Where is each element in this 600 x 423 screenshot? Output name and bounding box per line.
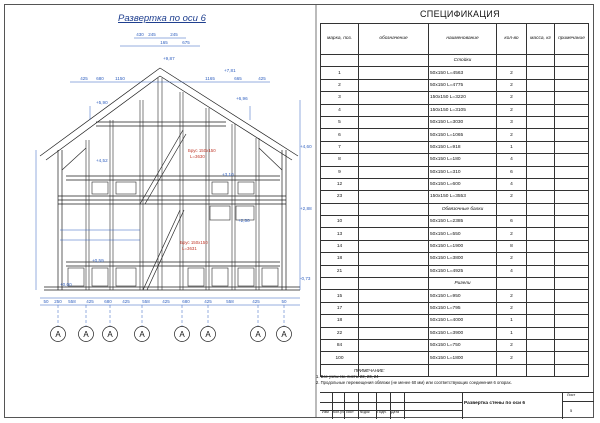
stamp-col xyxy=(376,393,391,419)
spec-cell xyxy=(359,55,429,67)
level-mark: +4,60 xyxy=(300,144,312,149)
axis-label: А xyxy=(281,330,287,339)
name-cell: 50х150 L=3900 xyxy=(429,327,497,339)
mark-cell: 14 xyxy=(321,240,359,252)
mass-cell xyxy=(527,302,555,314)
note-cell xyxy=(555,327,589,339)
dim-text: 425 xyxy=(252,299,260,304)
spec-cell xyxy=(555,55,589,67)
spec-row xyxy=(321,302,589,314)
spec-row xyxy=(321,166,589,178)
spec-cell xyxy=(555,364,589,376)
designation-cell xyxy=(359,216,429,228)
designation-cell xyxy=(359,302,429,314)
mark-cell: 4 xyxy=(321,104,359,116)
beam-notes xyxy=(180,148,216,251)
spec-row xyxy=(321,92,589,104)
axis-label: А xyxy=(55,330,61,339)
name-cell: 50х150 L=4775 xyxy=(429,79,497,91)
qty-cell: 3 xyxy=(497,116,527,128)
spec-section-row xyxy=(321,278,589,290)
axis-label: А xyxy=(255,330,261,339)
title-block xyxy=(320,392,594,419)
mass-cell xyxy=(527,315,555,327)
qty-cell: 2 xyxy=(497,352,527,364)
stamp-label: Дата xyxy=(391,410,399,414)
spec-cell xyxy=(321,203,359,215)
mass-cell xyxy=(527,129,555,141)
spec-cell xyxy=(527,364,555,376)
notes-title: ПРИМЕЧАНИЕ: xyxy=(354,368,385,373)
stamp-label: Подп. xyxy=(377,410,387,414)
dim-text: 665 xyxy=(234,76,242,81)
stamp-col xyxy=(462,393,563,419)
designation-cell xyxy=(359,253,429,265)
dim-text: 425 xyxy=(86,299,94,304)
mark-cell: 100 xyxy=(321,352,359,364)
spec-body xyxy=(321,55,589,377)
name-cell: 50х150 L=750 xyxy=(429,339,497,351)
dim-text: 245 xyxy=(170,32,178,37)
spec-row xyxy=(321,352,589,364)
mass-cell xyxy=(527,327,555,339)
spec-row xyxy=(321,315,589,327)
spec-row xyxy=(321,79,589,91)
designation-cell xyxy=(359,67,429,79)
mark-cell: 10 xyxy=(321,216,359,228)
spec-row xyxy=(321,67,589,79)
qty-cell: 2 xyxy=(497,92,527,104)
spec-cell xyxy=(321,278,359,290)
name-cell: 50х150 L=795 xyxy=(429,302,497,314)
note-cell xyxy=(555,253,589,265)
mark-cell: 18 xyxy=(321,253,359,265)
name-cell: 50х150 L=310 xyxy=(429,166,497,178)
spec-row xyxy=(321,327,589,339)
axis-label: А xyxy=(179,330,185,339)
designation-cell xyxy=(359,191,429,203)
drawing-title: Развертка по оси 6 xyxy=(118,13,206,24)
level-mark: +9,87 xyxy=(163,56,175,61)
beam-note: L=3630 xyxy=(190,154,205,159)
note-cell xyxy=(555,154,589,166)
header-qty: кол-во xyxy=(497,24,527,55)
note-cell xyxy=(555,352,589,364)
designation-cell xyxy=(359,79,429,91)
dim-text: 425 xyxy=(204,299,212,304)
qty-cell: 1 xyxy=(497,327,527,339)
mass-cell xyxy=(527,178,555,190)
dim-text: 425 xyxy=(258,76,266,81)
mass-cell xyxy=(527,141,555,153)
beam-note: Брус 150х150 xyxy=(188,148,216,153)
mass-cell xyxy=(527,116,555,128)
note-cell xyxy=(555,339,589,351)
spec-cell xyxy=(527,55,555,67)
spec-row xyxy=(321,104,589,116)
mark-cell: 21 xyxy=(321,265,359,277)
name-cell: 150х150 L=3553 xyxy=(429,191,497,203)
mass-cell xyxy=(527,104,555,116)
spec-cell xyxy=(527,203,555,215)
spec-row xyxy=(321,265,589,277)
spec-row xyxy=(321,290,589,302)
level-mark: +3,10 xyxy=(222,172,234,177)
name-cell: 50х150 L=1900 xyxy=(429,240,497,252)
mark-cell: 1 xyxy=(321,67,359,79)
mass-cell xyxy=(527,92,555,104)
notes-block xyxy=(316,368,512,386)
dim-text: 558 xyxy=(142,299,150,304)
qty-cell: 2 xyxy=(497,129,527,141)
note-cell xyxy=(555,302,589,314)
mark-cell: 3 xyxy=(321,92,359,104)
level-mark: +2,50 xyxy=(238,218,250,223)
name-cell: 50х150 L=4000 xyxy=(429,315,497,327)
spec-row xyxy=(321,216,589,228)
spec-cell xyxy=(497,278,527,290)
mass-cell xyxy=(527,228,555,240)
mark-cell: 12 xyxy=(321,178,359,190)
name-cell: 50х150 L=550 xyxy=(429,228,497,240)
mark-cell: 5 xyxy=(321,116,359,128)
axis-label: А xyxy=(107,330,113,339)
spec-row xyxy=(321,141,589,153)
mass-cell xyxy=(527,79,555,91)
stamp-col xyxy=(404,393,463,419)
note-line: 2. Продольные перемещения обвязки (не менее 60 мм) или соответствующих соединения 6 опорах. xyxy=(316,380,512,385)
name-cell: 50х150 L=1065 xyxy=(429,129,497,141)
qty-cell: 4 xyxy=(497,154,527,166)
stamp-col xyxy=(390,393,405,419)
designation-cell xyxy=(359,352,429,364)
name-cell: 50х150 L=950 xyxy=(429,290,497,302)
note-cell xyxy=(555,290,589,302)
name-cell: 150х150 L=3105 xyxy=(429,104,497,116)
note-cell xyxy=(555,178,589,190)
spec-section-row xyxy=(321,55,589,67)
qty-cell: 2 xyxy=(497,290,527,302)
mass-cell xyxy=(527,240,555,252)
mark-cell: 17 xyxy=(321,302,359,314)
mark-cell: 13 xyxy=(321,228,359,240)
name-cell: 50х150 L=4925 xyxy=(429,265,497,277)
dim-text: 50 xyxy=(281,299,287,304)
mass-cell xyxy=(527,290,555,302)
mark-cell: 6 xyxy=(321,129,359,141)
name-cell: 50х150 L=180 xyxy=(429,154,497,166)
mark-cell: 18 xyxy=(321,315,359,327)
stamp-list-divider xyxy=(562,401,594,402)
mass-cell xyxy=(527,216,555,228)
designation-cell xyxy=(359,154,429,166)
spec-header-row xyxy=(321,24,589,55)
stamp-label: Изм xyxy=(322,410,329,414)
beam-note: L=3631 xyxy=(182,246,197,251)
axis-label: А xyxy=(139,330,145,339)
stamp-label: Кол.уч xyxy=(333,410,344,414)
qty-cell: 2 xyxy=(497,104,527,116)
stamp-sheet-value: 5 xyxy=(570,408,573,413)
note-cell xyxy=(555,79,589,91)
dim-text: 425 xyxy=(122,299,130,304)
header-name: наименование xyxy=(429,24,497,55)
mass-cell xyxy=(527,352,555,364)
spec-cell xyxy=(321,55,359,67)
mark-cell: 8 xyxy=(321,154,359,166)
name-cell: 50х150 L=4563 xyxy=(429,67,497,79)
qty-cell: 1 xyxy=(497,141,527,153)
note-cell xyxy=(555,141,589,153)
dimension-texts-bottom xyxy=(43,299,287,304)
level-mark: +7,81 xyxy=(224,68,236,73)
qty-cell: 2 xyxy=(497,339,527,351)
qty-cell: 4 xyxy=(497,178,527,190)
dim-text: 675 xyxy=(182,40,190,45)
note-cell xyxy=(555,129,589,141)
spec-cell xyxy=(555,203,589,215)
designation-cell xyxy=(359,228,429,240)
dim-text: 250 xyxy=(54,299,62,304)
designation-cell xyxy=(359,290,429,302)
header-designation: обозначение xyxy=(359,24,429,55)
note-line: 1. Все узлы см. листы 22, 23, 24 xyxy=(316,374,379,379)
spec-title: СПЕЦИФИКАЦИЯ xyxy=(420,9,500,19)
dim-text: 558 xyxy=(68,299,76,304)
note-cell xyxy=(555,116,589,128)
spec-cell xyxy=(359,278,429,290)
note-cell xyxy=(555,104,589,116)
designation-cell xyxy=(359,116,429,128)
qty-cell: 8 xyxy=(497,240,527,252)
mass-cell xyxy=(527,265,555,277)
beam-note: Брус 150х150 xyxy=(180,240,208,245)
stamp-title: Развертка стены по оси 6 xyxy=(464,401,526,406)
qty-cell: 2 xyxy=(497,79,527,91)
section-title: Обвязочные балки xyxy=(429,203,497,215)
axis-lines xyxy=(58,305,284,326)
designation-cell xyxy=(359,339,429,351)
designation-cell xyxy=(359,315,429,327)
spec-section-row xyxy=(321,203,589,215)
designation-cell xyxy=(359,327,429,339)
dim-text: 50 xyxy=(43,299,49,304)
axis-label: А xyxy=(205,330,211,339)
spec-cell xyxy=(527,278,555,290)
mark-cell: 84 xyxy=(321,339,359,351)
name-cell: 50х150 L=3030 xyxy=(429,116,497,128)
note-cell xyxy=(555,67,589,79)
mass-cell xyxy=(527,191,555,203)
mass-cell xyxy=(527,339,555,351)
mass-cell xyxy=(527,253,555,265)
spec-cell xyxy=(497,203,527,215)
spec-row xyxy=(321,116,589,128)
level-marks xyxy=(60,56,312,287)
note-cell xyxy=(555,240,589,252)
level-mark: +2,88 xyxy=(300,206,312,211)
section-title: Ригели xyxy=(429,278,497,290)
wall-outline xyxy=(40,68,300,290)
qty-cell: 1 xyxy=(497,315,527,327)
spec-row xyxy=(321,154,589,166)
spec-row xyxy=(321,228,589,240)
qty-cell: 2 xyxy=(497,253,527,265)
header-mass: масса, кг xyxy=(527,24,555,55)
dim-text: 1150 xyxy=(115,76,125,81)
designation-cell xyxy=(359,240,429,252)
note-cell xyxy=(555,92,589,104)
dim-text: 245 xyxy=(148,32,156,37)
mark-cell: 7 xyxy=(321,141,359,153)
axis-label: А xyxy=(83,330,89,339)
spec-cell xyxy=(359,203,429,215)
dim-text: 425 xyxy=(80,76,88,81)
note-cell xyxy=(555,228,589,240)
qty-cell: 4 xyxy=(497,265,527,277)
dim-text: 680 xyxy=(96,76,104,81)
designation-cell xyxy=(359,129,429,141)
name-cell: 50х150 L=600 xyxy=(429,178,497,190)
level-mark: +5,90 xyxy=(96,100,108,105)
dim-text: 165 xyxy=(160,40,168,45)
note-cell xyxy=(555,265,589,277)
level-mark: +0,59 xyxy=(92,258,104,263)
spec-cell xyxy=(555,278,589,290)
spec-table xyxy=(320,23,589,377)
note-cell xyxy=(555,191,589,203)
dim-text: 425 xyxy=(162,299,170,304)
qty-cell: 2 xyxy=(497,67,527,79)
dim-text: 430 xyxy=(136,32,144,37)
level-mark: +4,52 xyxy=(96,158,108,163)
designation-cell xyxy=(359,104,429,116)
spec-row xyxy=(321,191,589,203)
level-mark: +6,96 xyxy=(236,96,248,101)
stamp-label: Лист xyxy=(346,410,354,414)
spec-row xyxy=(321,178,589,190)
section-title: Стойки xyxy=(429,55,497,67)
dim-text: 558 xyxy=(226,299,234,304)
designation-cell xyxy=(359,265,429,277)
header-note: примечание xyxy=(555,24,589,55)
stamp-label: №док xyxy=(360,410,370,414)
designation-cell xyxy=(359,141,429,153)
name-cell: 50х150 L=2385 xyxy=(429,216,497,228)
mark-cell: 2 xyxy=(321,79,359,91)
spec-row xyxy=(321,240,589,252)
spec-row xyxy=(321,253,589,265)
note-cell xyxy=(555,166,589,178)
mass-cell xyxy=(527,67,555,79)
qty-cell: 2 xyxy=(497,228,527,240)
dim-text: 1165 xyxy=(205,76,215,81)
designation-cell xyxy=(359,166,429,178)
qty-cell: 6 xyxy=(497,166,527,178)
note-cell xyxy=(555,216,589,228)
dim-text: 680 xyxy=(182,299,190,304)
qty-cell: 2 xyxy=(497,302,527,314)
stamp-col xyxy=(358,393,377,419)
stamp-sheet-label: Лист xyxy=(567,393,576,397)
designation-cell xyxy=(359,178,429,190)
level-mark: +0,00 xyxy=(60,282,72,287)
stamp-row xyxy=(320,402,462,403)
dim-text: 680 xyxy=(104,299,112,304)
name-cell: 50х150 L=3800 xyxy=(429,253,497,265)
mark-cell: 15 xyxy=(321,290,359,302)
qty-cell: 6 xyxy=(497,216,527,228)
name-cell: 150х150 L=3220 xyxy=(429,92,497,104)
mark-cell: 23 xyxy=(321,191,359,203)
spec-row xyxy=(321,339,589,351)
name-cell: 50х150 L=918 xyxy=(429,141,497,153)
mark-cell: 9 xyxy=(321,166,359,178)
qty-cell: 2 xyxy=(497,191,527,203)
mark-cell: 22 xyxy=(321,327,359,339)
spec-cell xyxy=(497,55,527,67)
mass-cell xyxy=(527,154,555,166)
mass-cell xyxy=(527,166,555,178)
level-mark: -0,73 xyxy=(300,276,311,281)
studs xyxy=(86,78,259,290)
note-cell xyxy=(555,315,589,327)
designation-cell xyxy=(359,92,429,104)
name-cell: 50х150 L=1800 xyxy=(429,352,497,364)
header-mark: марка, поз. xyxy=(321,24,359,55)
spec-row xyxy=(321,129,589,141)
stamp-col xyxy=(344,393,359,419)
